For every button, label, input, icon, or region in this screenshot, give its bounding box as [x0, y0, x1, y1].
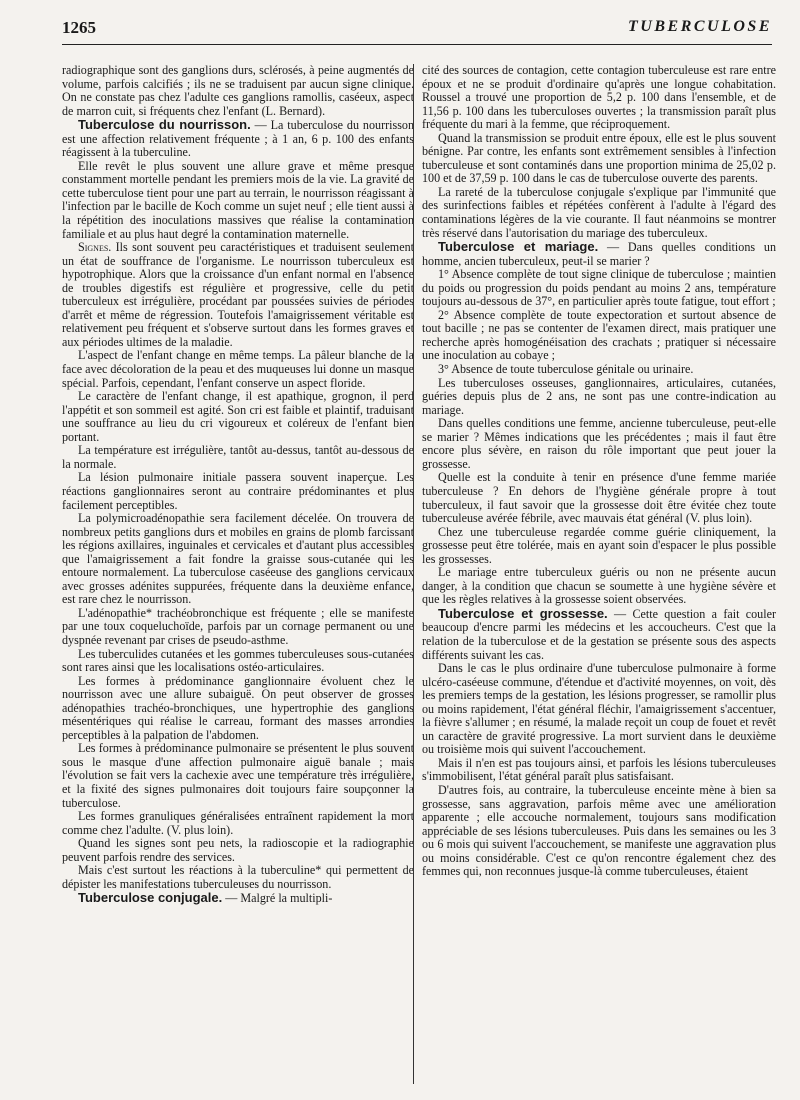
paragraph	[422, 268, 776, 309]
paragraph	[422, 526, 776, 567]
page-number: 1265	[62, 18, 96, 37]
paragraph-text: — La tuberculose du nourrisson est une affection relativement fréquente ; à 1 an, 6 p. 100 des enfants réagissent à la tuberculine.	[62, 118, 414, 160]
paragraph-text: Ils sont souvent peu caractéristiques et traduisent seulement un état de souffrance de l'organisme. Le nourrisson tuberculeux est hypotrophique. Alors que la croissance d'un enfant normal en l'absence de troubles digestifs est régulière et progressive, celle du petit tuberculeux est irrégulière, procédant par poussées suivies de périodes d'arrêt et même de régression. Toutefois l'amaigrissement véritable est relativement peu fréquent et s'observe surtout dans les formes graves et aux périodes ultimes de la maladie.	[62, 240, 414, 349]
paragraph	[62, 742, 414, 810]
paragraph	[62, 607, 414, 648]
paragraph-text: Quelle est la conduite à tenir en présence d'une femme mariée tuberculeuse ? En dehors de l'hygiène générale propre à tout tuberculeux, il faut savoir que la grossesse doit être évitée chez toute tuberculeuse avérée fébrile, avec mauvais état général (V. plus loin).	[422, 470, 776, 526]
column-divider	[413, 64, 414, 1084]
paragraph	[62, 349, 414, 390]
paragraph-text: Mais il n'en est pas toujours ainsi, et parfois les lésions tuberculeuses s'immobilisent, l'état général paraît plus satisfaisant.	[422, 755, 776, 784]
paragraph-text: Les formes granuliques généralisées entraînent rapidement la mort comme chez l'adulte. (V. plus loin).	[62, 809, 414, 837]
section-paragraph	[422, 240, 776, 268]
paragraph	[62, 648, 414, 675]
paragraph	[62, 675, 414, 743]
paragraph-text: Les formes à prédominance ganglionnaire évoluent chez le nourrisson avec une allure subaiguë. On peut observer de grosses adénopathies trachéo-bronchiques, une hypertrophie des ganglions mésentériques qui réalise le carreau, formant des masses arrondies perceptibles à la palpation de l'abdomen.	[62, 673, 414, 742]
paragraph	[422, 662, 776, 757]
section-heading: Tuberculose du nourrisson.	[78, 117, 251, 133]
paragraph-text: Chez une tuberculeuse regardée comme guérie cliniquement, la grossesse peut être tolérée, mais en ayant soin d'espacer le plus possible les grossesses.	[422, 524, 776, 566]
paragraph-text: La polymicroadénopathie sera facilement décelée. On trouvera de nombreux petits ganglions durs et mobiles en grains de plomb farcissant les régions axillaires, inguinales et cervicales et d'autant plus accessibles que l'amaigrissement a fait fondre la graisse sous-cutanée qui les entoure normalement. La tuberculose caséeuse des ganglions cervicaux avec grosses adénites suppurées, fréquente dans la deuxième enfance, est rare chez le nourrisson.	[62, 511, 414, 607]
paragraph	[422, 186, 776, 240]
paragraph-text: Le caractère de l'enfant change, il est apathique, grognon, il perd l'appétit et son sommeil est agité. Son cri est faible et plaintif, traduisant une souffrance au lieu du cri vigoureux et coléreux de l'enfant bien portant.	[62, 389, 414, 444]
paragraph-text: — Malgré la multipli-	[222, 891, 333, 906]
right-column	[422, 64, 776, 879]
paragraph-text: La rareté de la tuberculose conjugale s'explique par l'immunité que des surinfections faibles et répétées confèrent à l'adulte à l'égard des contaminations légères de la vie courante. Il faut néanmoins se montrer très réservé dans l'autorisation du mariage des tuberculeux.	[422, 184, 776, 240]
paragraph	[62, 837, 414, 864]
paragraph	[422, 471, 776, 525]
paragraph-text: — Cette question a fait couler beaucoup d'encre parmi les médecins et les accoucheurs. C'est que la relation de la tuberculose et de la gestation se présente sous des aspects différents suivant les cas.	[422, 606, 776, 662]
paragraph	[422, 757, 776, 784]
running-title: TUBERCULOSE	[628, 18, 772, 35]
paragraph-text: D'autres fois, au contraire, la tuberculeuse enceinte mène à bien sa grossesse, sans aggravation, parfois même avec une amélioration apparente ; elle accouche normalement, toujours sans modification appréciable de ses lésions tuberculeuses. Puis dans les semaines ou les 3 ou 6 mois qui suivent l'accouchement, se manifeste une aggravation plus ou moins considérable. C'est ce qu'on rencontre également chez des femmes qui, non reconnues jusque-là comme tuberculeuses, étaient	[422, 782, 776, 879]
paragraph	[62, 444, 414, 471]
paragraph	[62, 160, 414, 241]
paragraph	[422, 377, 776, 418]
paragraph	[422, 363, 776, 377]
paragraph	[62, 512, 414, 607]
paragraph	[422, 784, 776, 879]
paragraph-text: 2° Absence complète de toute expectoration et surtout absence de tout bacille ; ne pas se contenter de l'examen direct, mais pratiquer une recherche après homogénéisation des crachats ; pratiquer si nécessaire une inoculation au cobaye ;	[422, 307, 776, 363]
header-rule	[62, 44, 772, 45]
paragraph-text: Dans quelles conditions une femme, ancienne tuberculeuse, peut-elle se marier ? Mêmes indications que les précédentes ; mais il faut être encore plus sévère, en raison du rôle important que peut jouer la grossesse.	[422, 416, 776, 471]
paragraph-text: — Dans quelles conditions un homme, ancien tuberculeux, peut-il se marier ?	[422, 240, 776, 268]
paragraph-text: radiographique sont des ganglions durs, sclérosés, à peine augmentés de volume, parfois calcifiés ; ils ne se traduisent par aucun signe clinique. On ne constate pas chez l'adulte ces ganglions ramollis, caséeux, aspect de marron cuit, si fréquents chez l'enfant (L. Bernard).	[62, 63, 414, 118]
page-header	[62, 18, 772, 42]
paragraph	[62, 810, 414, 837]
paragraph-text: L'adénopathie* trachéobronchique est fréquente ; elle se manifeste par une toux coqueluchoïde, parfois par un cornage permanent ou une dyspnée revenant par crises de pseudo-asthme.	[62, 605, 414, 647]
paragraph-text: Mais c'est surtout les réactions à la tuberculine* qui permettent de dépister les manifestations tuberculeuses du nourrisson.	[62, 863, 414, 891]
paragraph-text: 1° Absence complète de tout signe clinique de tuberculose ; maintien du poids ou progression du poids pendant au moins 2 ans, température toujours au-dessous de 37°, en particulier après toute fatigue, tout effort ;	[422, 267, 776, 309]
paragraph-text: La lésion pulmonaire initiale passera souvent inaperçue. Les réactions ganglionnaires seront au contraire prédominantes et plus facilement perceptibles.	[62, 470, 414, 512]
paragraph	[422, 309, 776, 363]
paragraph	[422, 417, 776, 471]
section-heading: Tuberculose conjugale.	[78, 890, 223, 906]
section-paragraph	[62, 891, 414, 906]
paragraph-text: L'aspect de l'enfant change en même temps. La pâleur blanche de la face avec décoloration de la peau et des muqueuses lui donne un masque spécial. Parfois, cependant, l'enfant conserve un aspect floride.	[62, 348, 414, 390]
left-column	[62, 64, 414, 906]
paragraph	[62, 241, 414, 349]
paragraph	[62, 471, 414, 512]
paragraph-text: Elle revêt le plus souvent une allure grave et même presque constamment mortelle pendant les premiers mois de la vie. La gravité de cette tuberculose tient pour une part au terrain, le nourrisson réagissant à l'infection par le bacille de Koch comme un sujet neuf ; elle tient aussi à la répétition des inoculations massives que réalise la contamination familiale et au plus haut degré la contamination maternelle.	[62, 158, 414, 241]
paragraph	[62, 64, 414, 118]
paragraph	[422, 566, 776, 607]
paragraph-text: Quand les signes sont peu nets, la radioscopie et la radiographie peuvent parfois rendre des services.	[62, 836, 414, 864]
paragraph-text: 3° Absence de toute tuberculose génitale ou urinaire.	[438, 362, 694, 377]
section-heading: Tuberculose et mariage.	[438, 239, 599, 255]
section-heading: Tuberculose et grossesse.	[438, 605, 608, 621]
paragraph-text: Les tuberculoses osseuses, ganglionnaires, articulaires, cutanées, guéries depuis plus de 2 ans, ne sont pas une contre-indication au mariage.	[422, 375, 776, 417]
section-paragraph	[422, 607, 776, 662]
paragraph	[62, 864, 414, 891]
paragraph	[422, 64, 776, 132]
paragraph-text: Les tuberculides cutanées et les gommes tuberculeuses sous-cutanées sont rares ainsi que les localisations ostéo-articulaires.	[62, 646, 414, 675]
paragraph	[62, 390, 414, 444]
run-in-label: Signes.	[78, 240, 112, 255]
paragraph	[422, 132, 776, 186]
paragraph-text: Dans le cas le plus ordinaire d'une tuberculose pulmonaire à forme ulcéro-caséeuse commune, d'étendue et d'activité moyennes, on voit, dès les premiers temps de la gestation, les lésions progresser, se ramollir plus ou moins rapidement, l'état général fléchir, l'amaigrissement s'accentuer, la fièvre s'allumer ; en résumé, la malade reçoit un coup de fouet et revêt un caractère de gravité progressive. La mort survient dans le deuxième ou troisième mois qui suivent l'accouchement.	[422, 661, 776, 757]
paragraph-text: cité des sources de contagion, cette contagion tuberculeuse est rare entre époux et ne se produit d'ordinaire qu'après une longue cohabitation. Roussel a trouvé une proportion de 5,2 p. 100 dans l'ensemble, et de 11,56 p. 100 dans les tuberculoses ouvertes ; la transmission paraît plus fréquente du mari à la femme, que réciproquement.	[422, 63, 776, 132]
section-paragraph	[62, 118, 414, 160]
paragraph-text: Quand la transmission se produit entre époux, elle est le plus souvent bénigne. Par contre, les enfants sont extrêmement sensibles à l'infection tuberculeuse et sont contaminés dans une proportion minima de 25,02 p. 100 et de 37,59 p. 100 dans le cas de tuberculose ouverte des parents.	[422, 130, 776, 186]
paragraph-text: Le mariage entre tuberculeux guéris ou non ne présente aucun danger, à la condition que chacun se soumette à une hygiène sévère et que les règles relatives à la grossesse soient observées.	[422, 565, 776, 607]
paragraph-text: La température est irrégulière, tantôt au-dessus, tantôt au-dessous de la normale.	[62, 443, 414, 471]
paragraph-text: Les formes à prédominance pulmonaire se présentent le plus souvent sous le masque d'une affection pulmonaire aiguë banale ; mais l'évolution se fait vers la cachexie avec une température très irrégulière, et la fixité des signes pulmonaires doit toujours faire soupçonner la tuberculose.	[62, 741, 414, 810]
